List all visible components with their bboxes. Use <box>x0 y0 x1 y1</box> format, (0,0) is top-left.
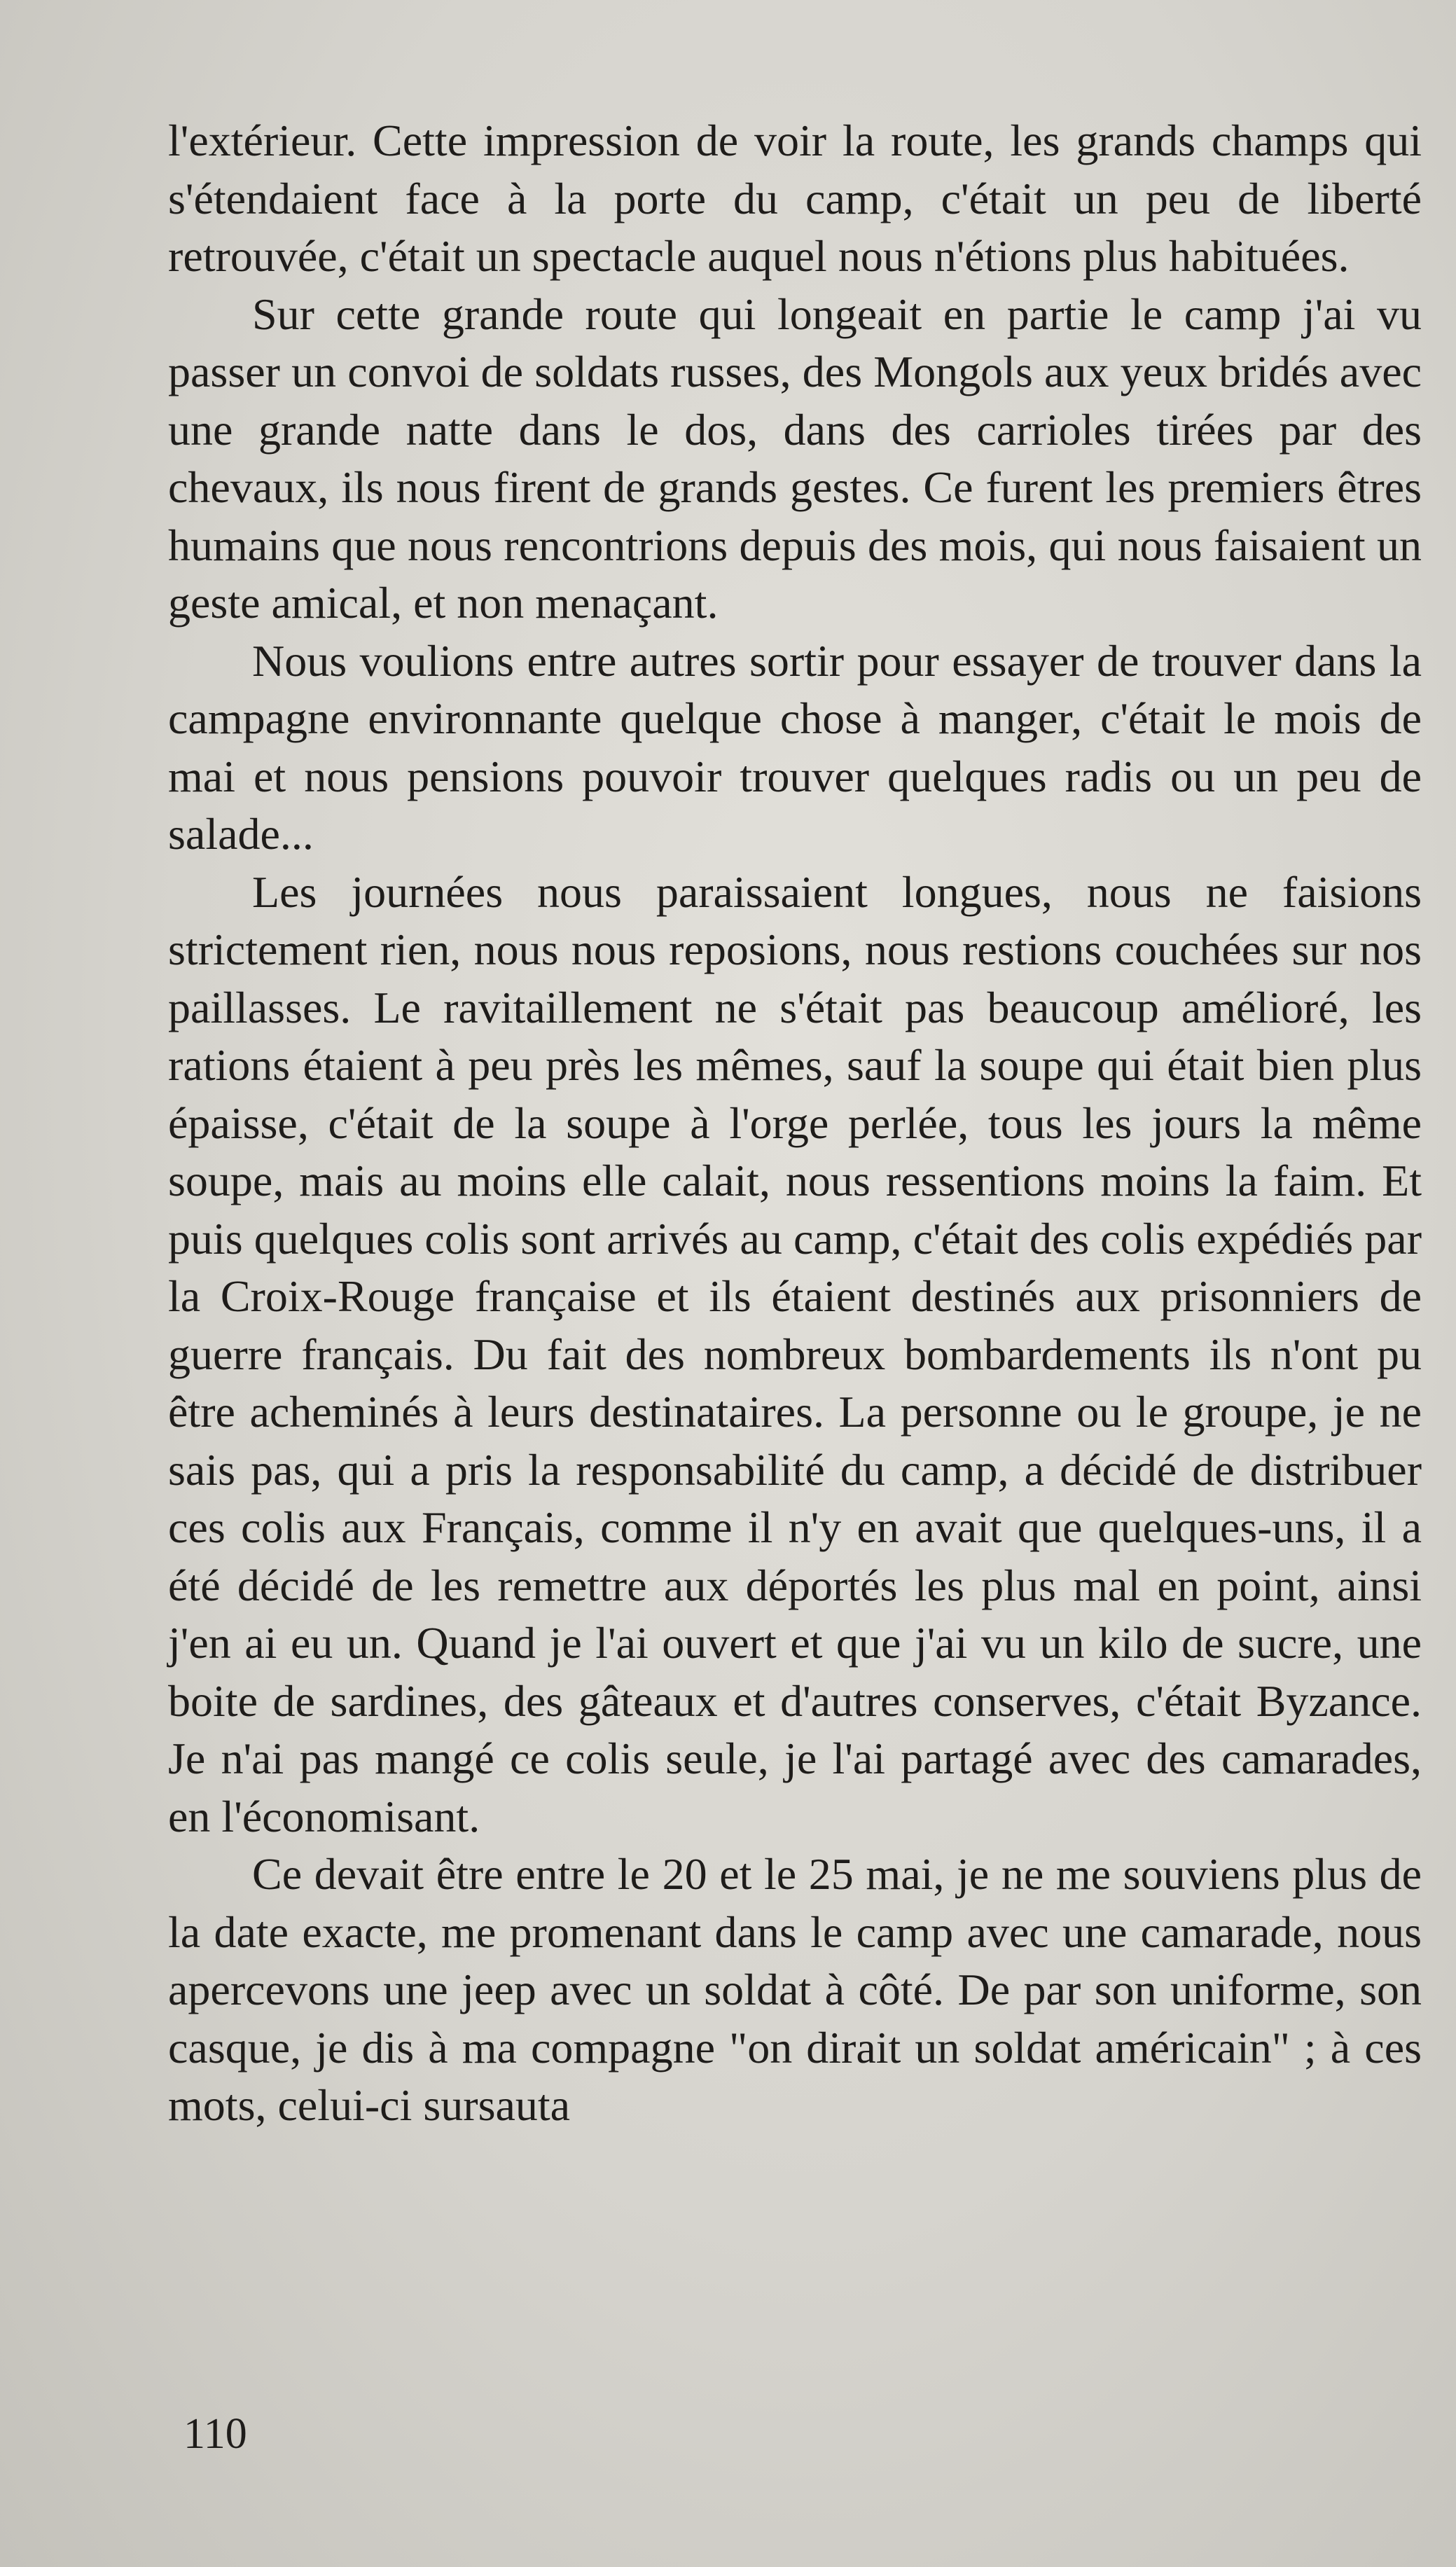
page-number: 110 <box>183 2410 247 2458</box>
paragraph-4: Les journées nous paraissaient longues, nous ne faisions strictement rien, nous nous reposions, nous restions couchées sur nos paillasses. Le ravitaillement ne s'était pas beaucoup amélioré, les rations étaient à peu près les mêmes, sauf la soupe qui était bien plus épaisse, c'était de la soupe à l'orge perlée, tous les jours la même soupe, mais au moins elle calait, nous ressentions moins la faim. Et puis quelques colis sont arrivés au camp, c'était des colis expédiés par la Croix-Rouge française et ils étaient destinés aux prisonniers de guerre français. Du fait des nombreux bombardements ils n'ont pu être acheminés à leurs destinataires. La personne ou le groupe, je ne sais pas, qui a pris la responsabilité du camp, a décidé de distribuer ces colis aux Français, comme il n'y en avait que quelques-uns, il a été décidé de les remettre aux déportés les plus mal en point, ainsi j'en ai eu un. Quand je l'ai ouvert et que j'ai vu un kilo de sucre, une boite de sardines, des gâteaux et d'autres conserves, c'était Byzance. Je n'ai pas mangé ce colis seule, je l'ai partagé avec des camarades, en l'économisant. <box>168 866 1422 1841</box>
paragraph-3: Nous voulions entre autres sortir pour essayer de trouver dans la campagne environnante quelque chose à manger, c'était le mois de mai et nous pensions pouvoir trouver quelques radis ou un peu de salade... <box>168 635 1422 859</box>
paragraph-2: Sur cette grande route qui longeait en partie le camp j'ai vu passer un convoi de soldats russes, des Mongols aux yeux bridés avec une grande natte dans le dos, dans des carrioles tirées par des chevaux, ils nous firent de grands gestes. Ce furent les premiers êtres humains que nous rencontrions depuis des mois, qui nous faisaient un geste amical, et non menaçant. <box>168 289 1422 628</box>
body-text <box>168 112 1422 2135</box>
paragraph-1: l'extérieur. Cette impression de voir la route, les grands champs qui s'étendaient face à la porte du camp, c'était un peu de liberté retrouvée, c'était un spectacle auquel nous n'étions plus habituées. <box>168 116 1422 281</box>
paragraph-5: Ce devait être entre le 20 et le 25 mai, je ne me souviens plus de la date exacte, me promenant dans le camp avec une camarade, nous apercevons une jeep avec un soldat à côté. De par son uniforme, son casque, je dis à ma compagne "on dirait un soldat américain" ; à ces mots, celui-ci sursauta <box>168 1849 1422 2130</box>
